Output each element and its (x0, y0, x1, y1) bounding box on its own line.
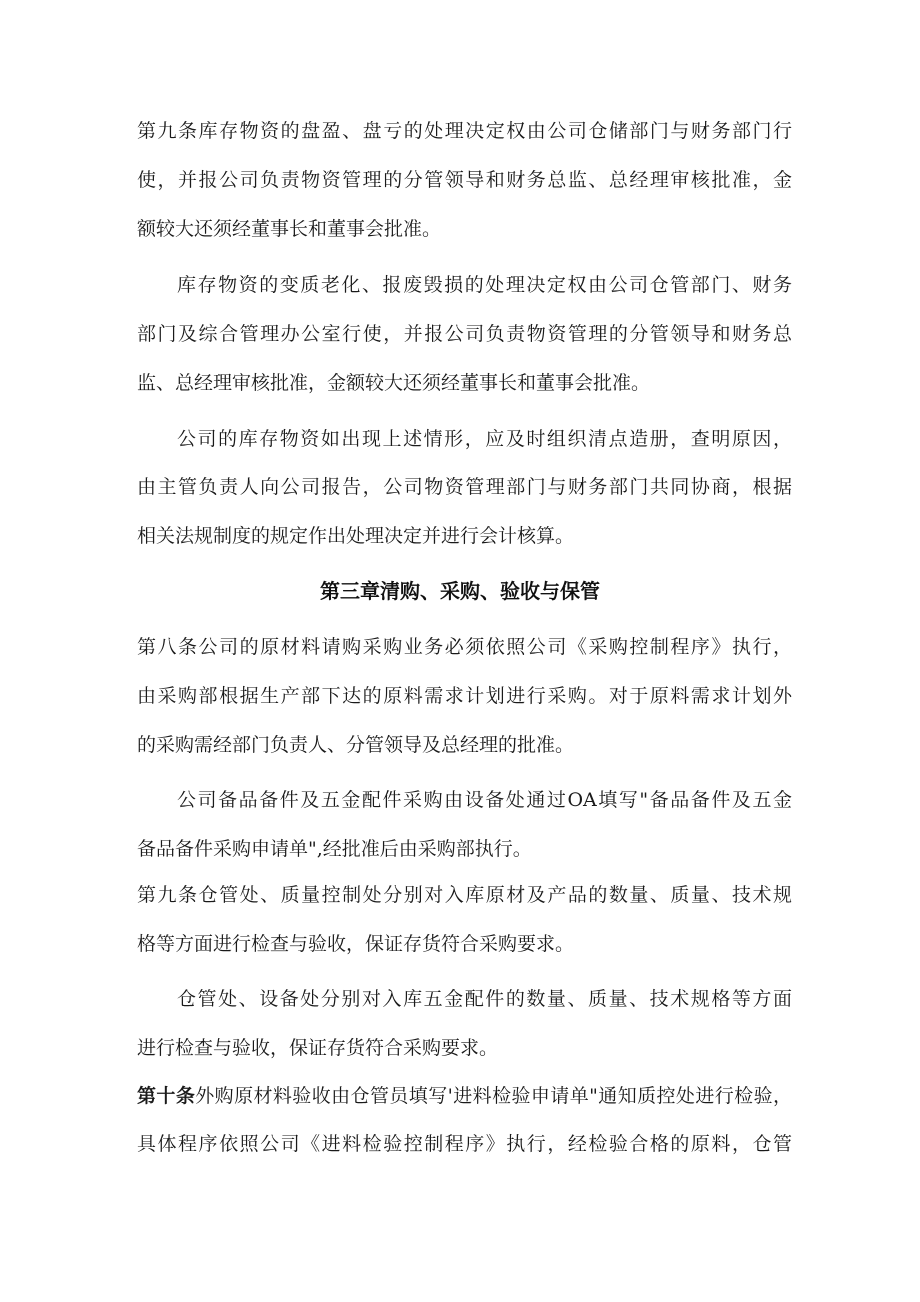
paragraph-5-line-1: 公司备品备件及五金配件采购由设备处通过OA填写"备品备件及五金 (177, 789, 792, 811)
article-ten-label: 第十条 (137, 1085, 196, 1107)
paragraph-4-line-2: 由采购部根据生产部下达的原料需求计划进行采购。对于原料需求计划外 (137, 685, 792, 707)
paragraph-1-line-3: 额较大还须经董事长和董事会批准。 (137, 218, 442, 240)
paragraph-2-line-3: 监、总经理审核批准，金额较大还须经董事长和董事会批准。 (137, 372, 651, 394)
paragraph-8-line-2: 具体程序依照公司《进料检验控制程序》执行，经检验合格的原料，仓管 (137, 1133, 792, 1155)
chapter-heading: 第三章清购、采购、验收与保管 (320, 579, 600, 603)
paragraph-3-line-3: 相关法规制度的规定作出处理决定并进行会计核算。 (137, 525, 575, 547)
paragraph-6-line-2: 格等方面进行检查与验收，保证存货符合采购要求。 (137, 933, 575, 955)
paragraph-8-line-1-text: 外购原材料验收由仓管员填写'进料检验申请单"通知质控处进行检验， (195, 1085, 792, 1107)
paragraph-1-line-1: 第九条库存物资的盘盈、盘亏的处理决定权由公司仓储部门与财务部门行 (137, 120, 792, 142)
paragraph-1-line-2: 使，并报公司负责物资管理的分管领导和财务总监、总经理审核批准，金 (137, 169, 792, 191)
paragraph-4-line-3: 的采购需经部门负责人、分管领导及总经理的批准。 (137, 734, 575, 756)
paragraph-7-line-2: 进行检查与验收，保证存货符合采购要求。 (137, 1037, 499, 1059)
paragraph-5-line-2: 备品备件采购申请单",经批准后由采购部执行。 (137, 838, 532, 860)
paragraph-3-line-1: 公司的库存物资如出现上述情形，应及时组织清点造册，查明原因， (177, 428, 792, 450)
paragraph-3-line-2: 由主管负责人向公司报告，公司物资管理部门与财务部门共同协商，根据 (137, 476, 792, 498)
paragraph-2-line-1: 库存物资的变质老化、报废毁损的处理决定权由公司仓管部门、财务 (177, 274, 792, 296)
paragraph-2-line-2: 部门及综合管理办公室行使，并报公司负责物资管理的分管领导和财务总 (137, 323, 792, 345)
paragraph-8-line-1 (137, 1083, 792, 1109)
paragraph-6-line-1: 第九条仓管处、质量控制处分别对入库原材及产品的数量、质量、技术规 (137, 884, 792, 906)
paragraph-7-line-1: 仓管处、设备处分别对入库五金配件的数量、质量、技术规格等方面 (177, 988, 792, 1010)
paragraph-4-line-1: 第八条公司的原材料请购采购业务必须依照公司《采购控制程序》执行， (137, 636, 792, 658)
